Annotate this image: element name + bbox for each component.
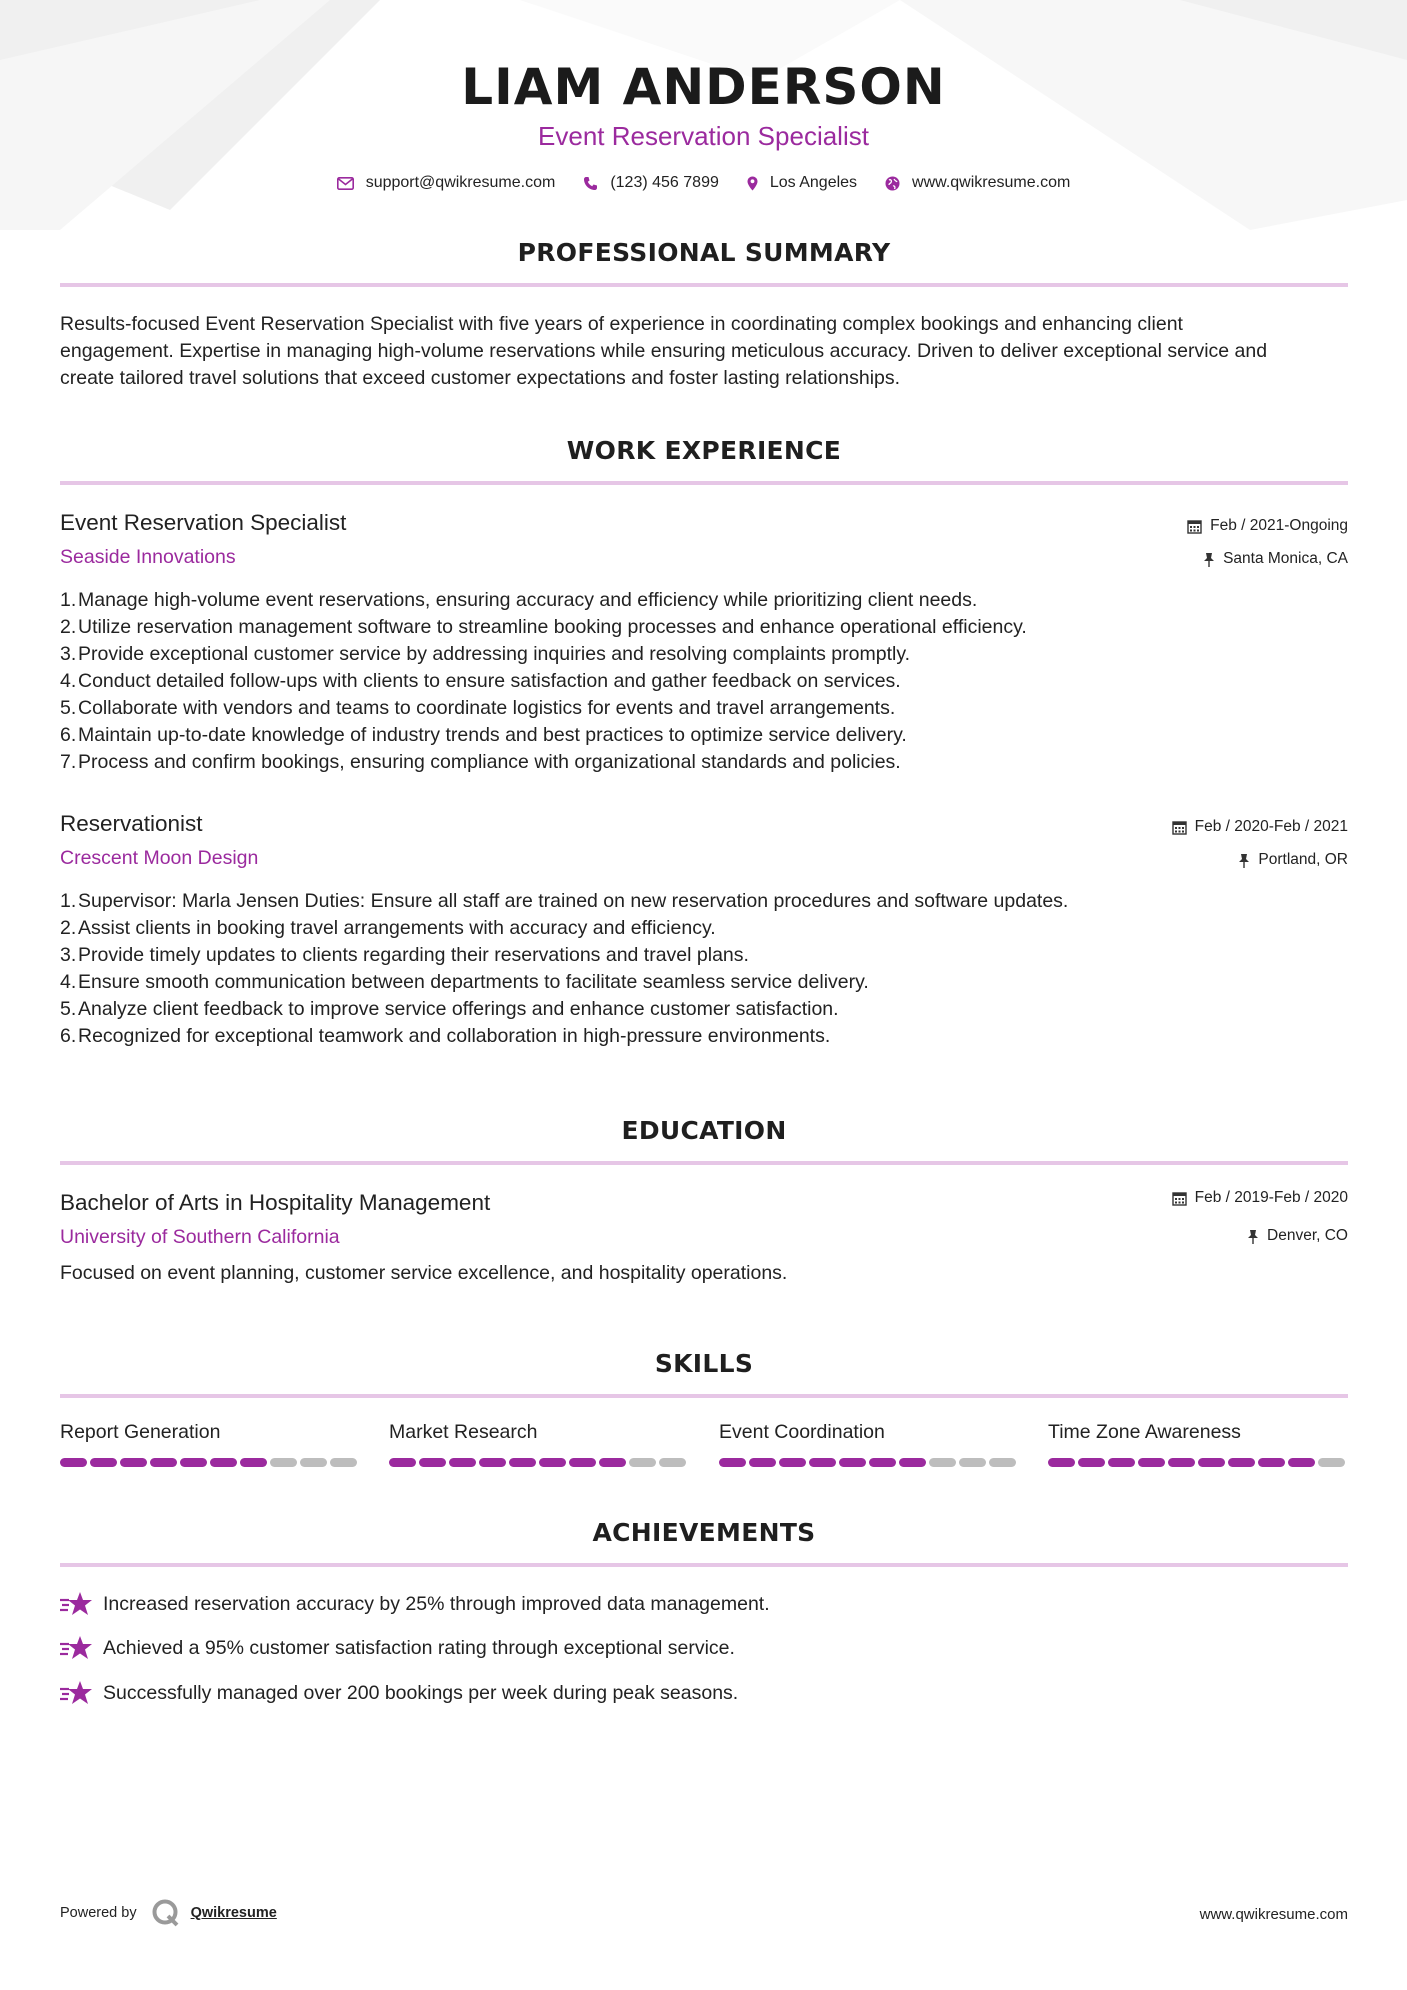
pushpin-icon	[1203, 552, 1215, 567]
achievement-text: Successfully managed over 200 bookings per week during peak seasons.	[103, 1681, 739, 1704]
skill-segment-filled	[1168, 1458, 1195, 1467]
skill-item	[719, 1421, 1019, 1467]
footer-powered-by	[60, 1898, 277, 1928]
pushpin-icon	[1247, 1229, 1259, 1244]
skill-segment-empty	[929, 1458, 956, 1467]
list-item: 3. Provide exceptional customer service by addressing inquiries and resolving complaints promptly.	[60, 643, 911, 665]
job-location	[1203, 550, 1348, 568]
job-dates-text: Feb / 2021-Ongoing	[1210, 517, 1348, 534]
achievement-text: Achieved a 95% customer satisfaction rating through exceptional service.	[103, 1636, 735, 1659]
skill-rating-bar	[1048, 1458, 1348, 1467]
list-item: 6. Maintain up-to-date knowledge of industry trends and best practices to optimize service delivery.	[60, 724, 907, 746]
skill-segment-filled	[1198, 1458, 1225, 1467]
summary-line: create tailored travel solutions that exceed customer expectations and foster lasting relationships.	[60, 367, 901, 389]
skill-segment-filled	[1108, 1458, 1135, 1467]
duty-list	[60, 888, 1330, 1050]
skill-segment-filled	[90, 1458, 117, 1467]
skill-item	[60, 1421, 360, 1467]
calendar-icon	[1172, 1191, 1187, 1206]
contact-bar	[0, 174, 1407, 192]
duty-list	[60, 587, 1330, 776]
skill-segment-filled	[1258, 1458, 1285, 1467]
list-item: 5. Collaborate with vendors and teams to coordinate logistics for events and travel arrangements.	[60, 697, 896, 719]
calendar-icon	[1172, 820, 1187, 835]
section-divider	[60, 1394, 1348, 1398]
skill-segment-empty	[659, 1458, 686, 1467]
skill-segment-empty	[1318, 1458, 1345, 1467]
education-dates	[1172, 1189, 1348, 1207]
summary-line: Results-focused Event Reservation Specialist with five years of experience in coordinating complex bookings and enhancing client	[60, 313, 1183, 335]
candidate-name: LIAM ANDERSON	[461, 58, 946, 116]
pushpin-icon	[1238, 853, 1250, 868]
skill-segment-empty	[270, 1458, 297, 1467]
skill-segment-filled	[869, 1458, 896, 1467]
skill-segment-filled	[180, 1458, 207, 1467]
qwikresume-link[interactable]: Qwikresume	[190, 1905, 277, 1921]
summary-text	[60, 311, 1350, 392]
skill-segment-filled	[779, 1458, 806, 1467]
skill-segment-empty	[959, 1458, 986, 1467]
job-company: Seaside Innovations	[60, 546, 236, 568]
skill-segment-filled	[210, 1458, 237, 1467]
skill-segment-filled	[509, 1458, 536, 1467]
job-location-text: Portland, OR	[1258, 851, 1348, 868]
list-item: 1. Manage high-volume event reservations, ensuring accuracy and efficiency while prioritizing client needs.	[60, 589, 978, 611]
list-item: 2. Assist clients in booking travel arrangements with accuracy and efficiency.	[60, 917, 716, 939]
section-title-experience: WORK EXPERIENCE	[566, 436, 842, 465]
list-item: 3. Provide timely updates to clients regarding their reservations and travel plans.	[60, 944, 749, 966]
list-item: 1. Supervisor: Marla Jensen Duties: Ensure all staff are trained on new reservation procedures and software updates.	[60, 890, 1069, 912]
skill-segment-empty	[330, 1458, 357, 1467]
phone-icon	[583, 176, 598, 191]
skill-name: Report Generation	[60, 1421, 221, 1443]
job-title: Reservationist	[60, 811, 203, 836]
school-name: University of Southern California	[60, 1226, 340, 1248]
skill-name: Market Research	[389, 1421, 538, 1443]
qwikresume-logo-icon	[151, 1898, 181, 1928]
degree-title: Bachelor of Arts in Hospitality Management	[60, 1190, 491, 1215]
skill-segment-filled	[1138, 1458, 1165, 1467]
education-description: Focused on event planning, customer service excellence, and hospitality operations.	[60, 1262, 788, 1284]
list-item: 6. Recognized for exceptional teamwork and collaboration in high-pressure environments.	[60, 1025, 831, 1047]
skill-item	[389, 1421, 689, 1467]
job-company: Crescent Moon Design	[60, 847, 259, 869]
contact-email[interactable]	[337, 174, 556, 192]
skill-segment-filled	[419, 1458, 446, 1467]
skill-segment-empty	[989, 1458, 1016, 1467]
achievement-text: Increased reservation accuracy by 25% through improved data management.	[103, 1592, 770, 1615]
achievement-item	[60, 1680, 738, 1706]
education-location	[1247, 1227, 1348, 1245]
achievement-item	[60, 1591, 770, 1617]
section-divider	[60, 481, 1348, 485]
section-title-education: EDUCATION	[621, 1116, 787, 1145]
section-divider	[60, 1161, 1348, 1165]
skill-segment-filled	[479, 1458, 506, 1467]
section-divider	[60, 1563, 1348, 1567]
contact-phone-text: (123) 456 7899	[610, 174, 719, 191]
contact-location-text: Los Angeles	[769, 174, 858, 191]
skill-segment-filled	[1048, 1458, 1075, 1467]
star-icon	[60, 1635, 93, 1661]
skill-segment-filled	[1078, 1458, 1105, 1467]
calendar-icon	[1187, 519, 1202, 534]
skill-segment-filled	[599, 1458, 626, 1467]
job-dates	[1187, 517, 1348, 535]
skill-name: Event Coordination	[719, 1421, 885, 1443]
candidate-title: Event Reservation Specialist	[538, 121, 869, 151]
envelope-icon	[337, 177, 354, 190]
skill-segment-filled	[1288, 1458, 1315, 1467]
education-dates-text: Feb / 2019-Feb / 2020	[1194, 1189, 1348, 1206]
contact-phone[interactable]	[583, 174, 719, 192]
skill-segment-filled	[389, 1458, 416, 1467]
skill-segment-empty	[629, 1458, 656, 1467]
contact-website-text: www.qwikresume.com	[912, 174, 1071, 191]
skill-segment-filled	[809, 1458, 836, 1467]
skill-segment-filled	[569, 1458, 596, 1467]
skill-segment-filled	[749, 1458, 776, 1467]
contact-website[interactable]	[885, 174, 1070, 192]
skill-item	[1048, 1421, 1348, 1467]
skill-segment-filled	[240, 1458, 267, 1467]
section-title-summary: PROFESSIONAL SUMMARY	[517, 238, 891, 267]
footer-website[interactable]: www.qwikresume.com	[1199, 1906, 1348, 1923]
star-icon	[60, 1680, 93, 1706]
achievement-item	[60, 1635, 735, 1661]
list-item: 4. Conduct detailed follow-ups with clients to ensure satisfaction and gather feedback on services.	[60, 670, 901, 692]
list-item: 4. Ensure smooth communication between departments to facilitate seamless service delivery.	[60, 971, 869, 993]
contact-location	[747, 174, 857, 192]
education-location-text: Denver, CO	[1267, 1227, 1348, 1244]
job-location-text: Santa Monica, CA	[1223, 550, 1348, 567]
map-marker-icon	[747, 176, 758, 191]
job-title: Event Reservation Specialist	[60, 510, 347, 535]
skill-segment-filled	[1228, 1458, 1255, 1467]
list-item: 5. Analyze client feedback to improve service offerings and enhance customer satisfaction.	[60, 998, 839, 1020]
section-title-skills: SKILLS	[654, 1349, 754, 1378]
skill-segment-filled	[539, 1458, 566, 1467]
skill-rating-bar	[389, 1458, 689, 1467]
skill-segment-empty	[300, 1458, 327, 1467]
job-location	[1238, 851, 1348, 869]
list-item: 2. Utilize reservation management software to streamline booking processes and enhance operational efficiency.	[60, 616, 1027, 638]
skill-segment-filled	[449, 1458, 476, 1467]
skill-rating-bar	[719, 1458, 1019, 1467]
skill-segment-filled	[839, 1458, 866, 1467]
skill-segment-filled	[60, 1458, 87, 1467]
skill-rating-bar	[60, 1458, 360, 1467]
skill-segment-filled	[120, 1458, 147, 1467]
list-item: 7. Process and confirm bookings, ensuring compliance with organizational standards and policies.	[60, 751, 901, 773]
section-title-achievements: ACHIEVEMENTS	[592, 1518, 816, 1547]
summary-line: engagement. Expertise in managing high-volume reservations while ensuring meticulous accuracy. Driven to deliver exceptional service and	[60, 340, 1268, 362]
section-divider	[60, 283, 1348, 287]
skill-segment-filled	[899, 1458, 926, 1467]
skill-name: Time Zone Awareness	[1048, 1421, 1241, 1443]
contact-email-text: support@qwikresume.com	[365, 174, 556, 191]
globe-icon	[885, 176, 900, 191]
skill-segment-filled	[719, 1458, 746, 1467]
job-dates-text: Feb / 2020-Feb / 2021	[1194, 818, 1348, 835]
powered-by-label: Powered by	[60, 1905, 137, 1921]
job-dates	[1172, 818, 1348, 836]
skill-segment-filled	[150, 1458, 177, 1467]
star-icon	[60, 1591, 93, 1617]
